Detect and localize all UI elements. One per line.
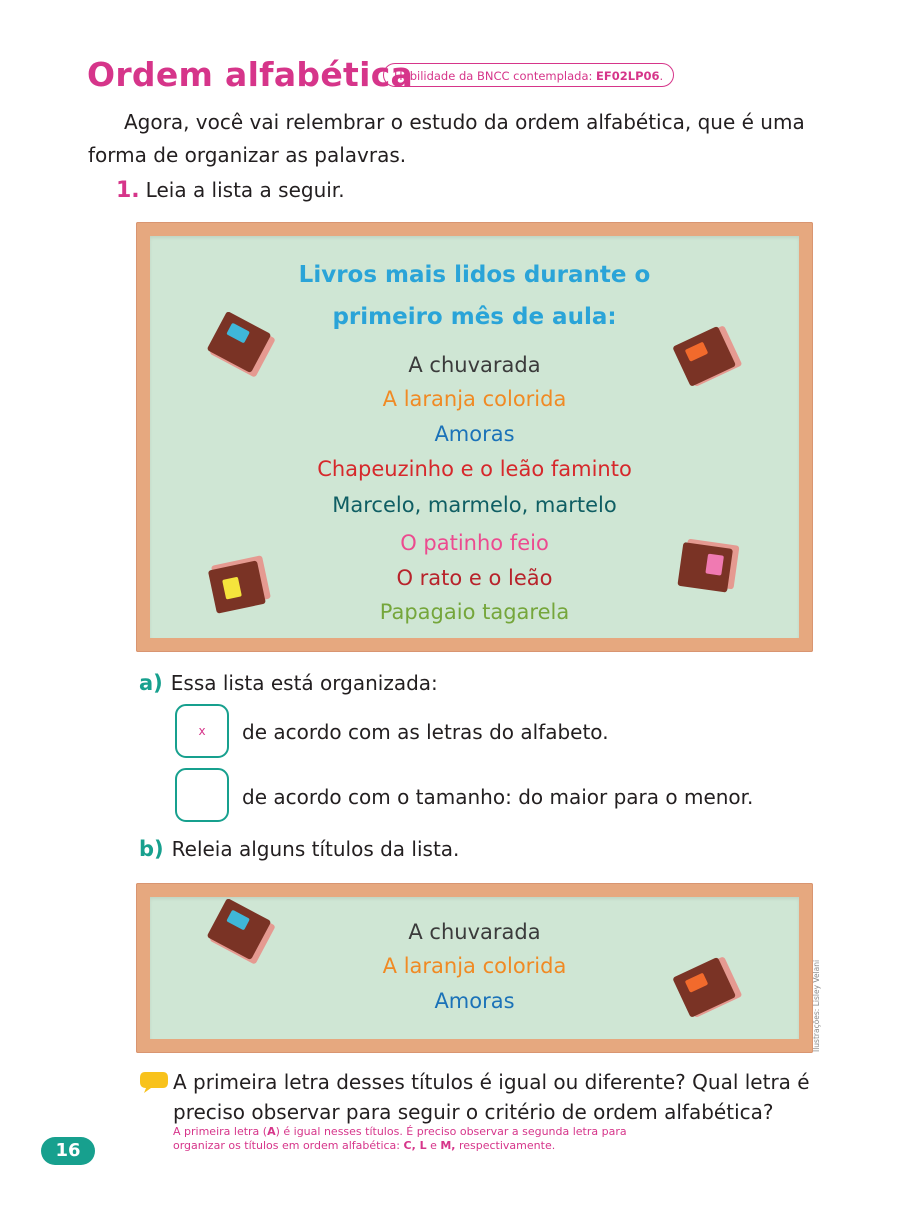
book-yellow-icon (202, 552, 282, 622)
answer-text: respectivamente. (455, 1139, 556, 1152)
answer-text: ) é igual nesses títulos. É preciso observar a segunda letra para organizar os títulos em ordem alfabética: (173, 1125, 627, 1152)
board-surface (150, 236, 799, 638)
option-size-checkbox[interactable] (175, 768, 229, 822)
speech-bubble-icon (139, 1070, 169, 1094)
book-orange-icon (670, 322, 750, 392)
answer-text: e (426, 1139, 441, 1152)
option-alphabet-text: de acordo com as letras do alfabeto. (242, 720, 609, 744)
option-alphabet-checkbox[interactable]: x (175, 704, 229, 758)
chalkboard-excerpt (136, 883, 813, 1053)
book-pink-icon (670, 534, 750, 604)
item-a (139, 671, 438, 695)
board-list-item: O rato e o leão (396, 566, 553, 590)
answer-bold: A (267, 1125, 276, 1138)
board-list-item: Chapeuzinho e o leão faminto (317, 457, 632, 481)
intro-paragraph: Agora, você vai relembrar o estudo da ordem alfabética, que é uma forma de organizar as palavras. (88, 110, 805, 167)
board-heading-line-2: primeiro mês de aula: (332, 304, 617, 330)
board-surface (150, 897, 799, 1039)
item-b-text: Releia alguns títulos da lista. (171, 837, 460, 861)
board-list-item: O patinho feio (400, 531, 549, 555)
answer-bold: M, (440, 1139, 456, 1152)
board-heading-line-1: Livros mais lidos durante o (298, 262, 651, 288)
question-1-text: Leia a lista a seguir. (145, 178, 345, 202)
book-blue-icon (202, 899, 282, 969)
answer-bold: C, L (403, 1139, 427, 1152)
question-1 (116, 178, 345, 203)
option-size-text: de acordo com o tamanho: do maior para o menor. (242, 785, 754, 809)
skill-prefix: Habilidade da BNCC contemplada: (394, 69, 597, 83)
teacher-answer (173, 1125, 633, 1153)
item-a-text: Essa lista está organizada: (170, 671, 438, 695)
item-a-label: a) (139, 671, 163, 695)
question-1-number: 1. (116, 178, 140, 203)
book-orange-icon (670, 953, 750, 1023)
board-list-item: A laranja colorida (382, 387, 567, 411)
board-list-item: A chuvarada (408, 920, 541, 944)
oral-question-text: A primeira letra desses títulos é igual ou diferente? Qual letra é preciso observar para seguir o critério de ordem alfabética? (173, 1070, 810, 1124)
item-b (139, 837, 459, 861)
answer-text: A primeira letra ( (173, 1125, 268, 1138)
chalkboard-book-list (136, 222, 813, 652)
page-number: 16 (41, 1137, 95, 1165)
board-list-item: Amoras (434, 989, 515, 1013)
page-title: Ordem alfabética (87, 55, 414, 94)
item-b-label: b) (139, 837, 164, 861)
skill-suffix: . (659, 69, 664, 83)
board-list-item: A laranja colorida (382, 954, 567, 978)
bncc-skill-badge (383, 63, 674, 87)
skill-code: EF02LP06 (596, 69, 660, 83)
board-list-item: Amoras (434, 422, 515, 446)
illustration-credit: Ilustrações: Lisley Velani (812, 959, 821, 1052)
board-list-item: Papagaio tagarela (379, 600, 570, 624)
book-blue-icon (202, 312, 282, 382)
board-list-item: Marcelo, marmelo, martelo (332, 493, 617, 517)
board-list-item: A chuvarada (408, 353, 541, 377)
